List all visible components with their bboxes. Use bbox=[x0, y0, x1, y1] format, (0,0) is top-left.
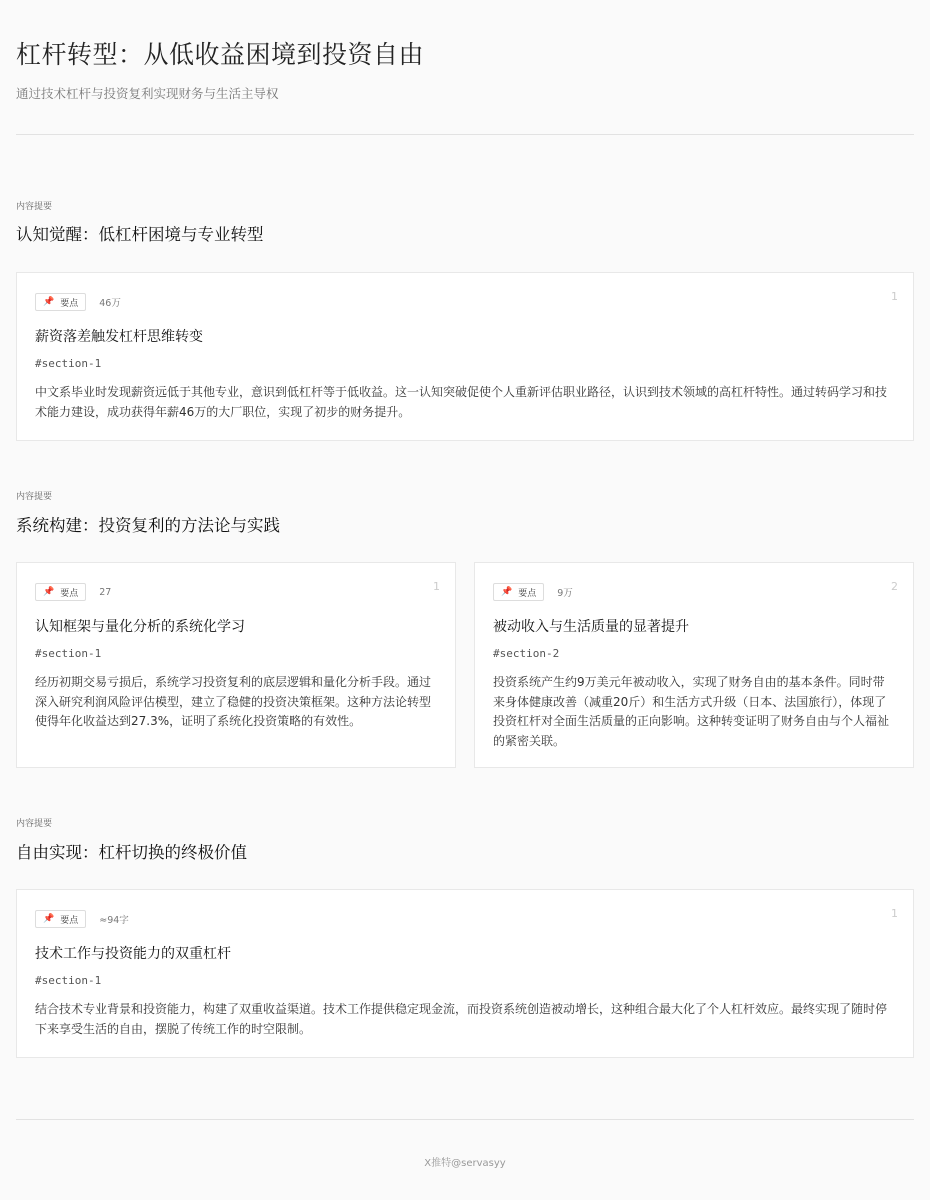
summary-card bbox=[16, 562, 456, 768]
pin-icon: 📌 bbox=[43, 587, 55, 597]
key-point-badge bbox=[35, 293, 86, 311]
card-number: 1 bbox=[433, 580, 440, 593]
summary-card bbox=[474, 562, 914, 768]
card-header bbox=[493, 583, 573, 601]
key-point-badge bbox=[35, 583, 86, 601]
badge-label: 要点 bbox=[518, 588, 537, 599]
pin-icon: 📌 bbox=[43, 297, 55, 307]
section-label: 内容提要 bbox=[16, 202, 53, 212]
section-title: 自由实现：杠杆切换的终极价值 bbox=[16, 843, 247, 862]
card-anchor-link[interactable]: #section-2 bbox=[493, 647, 560, 660]
summary-card bbox=[16, 272, 914, 441]
badge-label: 要点 bbox=[60, 588, 79, 599]
card-header bbox=[35, 583, 111, 601]
card-body: 中文系毕业时发现薪资远低于其他专业，意识到低杠杆等于低收益。这一认知突破促使个人重新评估职业路径，认识到技术领域的高杠杆特性。通过转码学习和技术能力建设，成功获得年薪46万的大厂职位，实现了初步的财务提升。 bbox=[35, 385, 888, 419]
pin-icon: 📌 bbox=[501, 587, 513, 597]
card-header bbox=[35, 293, 121, 311]
page-subtitle: 通过技术杠杆与投资复利实现财务与生活主导权 bbox=[16, 86, 279, 101]
card-anchor-link[interactable]: #section-1 bbox=[35, 974, 102, 987]
key-point-badge bbox=[35, 910, 86, 928]
badge-value: 27 bbox=[99, 586, 112, 598]
card-title: 被动收入与生活质量的显著提升 bbox=[493, 619, 689, 635]
card-body: 结合技术专业背景和投资能力，构建了双重收益渠道。技术工作提供稳定现金流，而投资系统创造被动增长，这种组合最大化了个人杠杆效应。最终实现了随时停下来享受生活的自由，摆脱了传统工作的时空限制。 bbox=[35, 1002, 888, 1036]
card-body: 经历初期交易亏损后，系统学习投资复利的底层逻辑和量化分析手段。通过深入研究利润风险评估模型，建立了稳健的投资决策框架。这种方法论转型使得年化收益达到27.3%，证明了系统化投资策略的有效性。 bbox=[35, 675, 432, 728]
badge-value: ≈94字 bbox=[99, 915, 129, 926]
key-point-badge bbox=[493, 583, 544, 601]
card-title: 认知框架与量化分析的系统化学习 bbox=[35, 619, 245, 635]
card-anchor-link[interactable]: #section-1 bbox=[35, 357, 102, 370]
section-label: 内容提要 bbox=[16, 819, 53, 829]
summary-card bbox=[16, 889, 914, 1058]
badge-value: 46万 bbox=[99, 298, 121, 309]
section-title: 系统构建：投资复利的方法论与实践 bbox=[16, 516, 280, 535]
section-label: 内容提要 bbox=[16, 492, 53, 502]
card-number: 1 bbox=[891, 290, 898, 303]
card-number: 1 bbox=[891, 907, 898, 920]
pin-icon: 📌 bbox=[43, 914, 55, 924]
card-number: 2 bbox=[891, 580, 898, 593]
card-header bbox=[35, 910, 129, 928]
card-body: 投资系统产生约9万美元年被动收入，实现了财务自由的基本条件。同时带来身体健康改善（减重20斤）和生活方式升级（日本、法国旅行），体现了投资杠杆对全面生活质量的正向影响。这种转变证明了财务自由与个人福祉的紧密关联。 bbox=[493, 675, 890, 748]
card-title: 技术工作与投资能力的双重杠杆 bbox=[35, 946, 231, 962]
page-title: 杠杆转型：从低收益困境到投资自由 bbox=[16, 40, 425, 69]
section-title: 认知觉醒：低杠杆困境与专业转型 bbox=[16, 225, 264, 244]
badge-label: 要点 bbox=[60, 915, 79, 926]
footer-divider bbox=[16, 1119, 914, 1120]
badge-label: 要点 bbox=[60, 298, 79, 309]
footer-credit: X推特@servasyy bbox=[424, 1158, 506, 1169]
badge-value: 9万 bbox=[557, 588, 573, 599]
header-divider bbox=[16, 134, 914, 135]
card-anchor-link[interactable]: #section-1 bbox=[35, 647, 102, 660]
card-title: 薪资落差触发杠杆思维转变 bbox=[35, 329, 203, 345]
